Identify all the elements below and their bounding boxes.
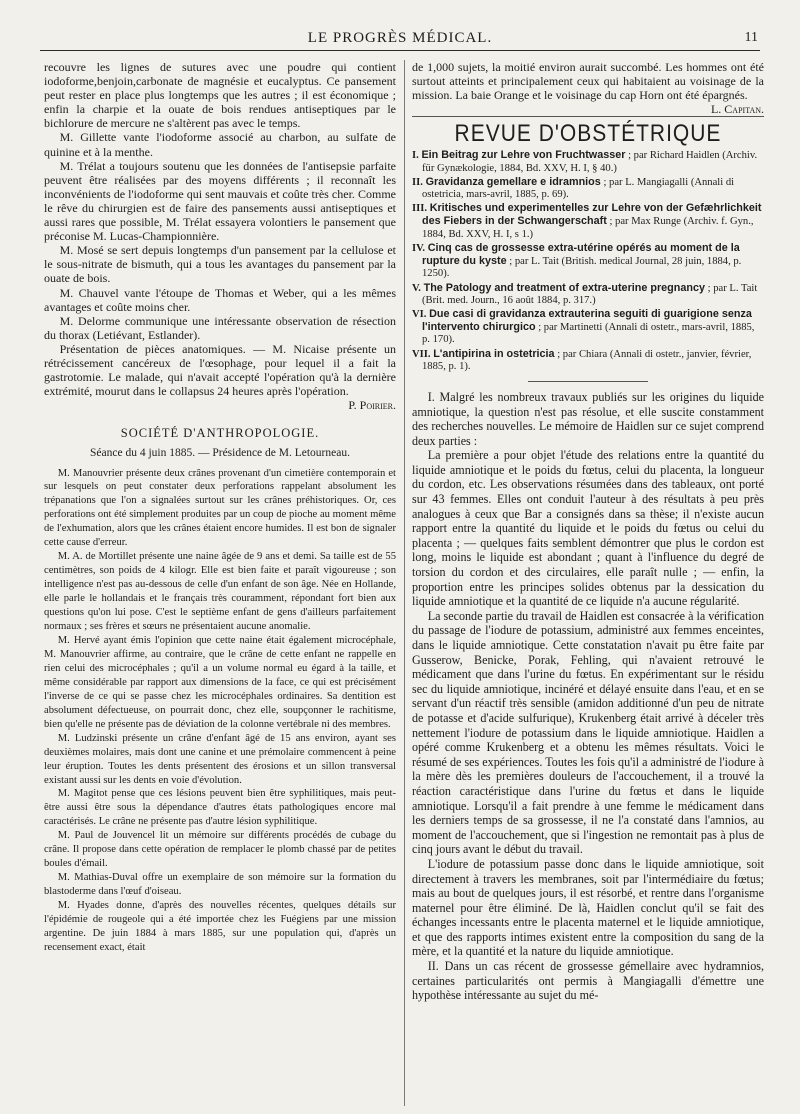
author-signature: L. Capitan. <box>710 102 764 117</box>
reference-item: V. The Patology and treatment of extra-uterine pregnancy ; par L. Tait (Brit. med. Journ., 16 août 1884, p. 317.) <box>412 281 758 306</box>
short-rule <box>528 381 648 382</box>
report-paragraph: M. Ludzinski présente un crâne d'enfant âgé de 15 ans environ, ayant ses deuxièmes molaires, mais dont une canine et une prémolaire commencent à peine leur éruption. Toutes les dents présentent des érosions et un sillon transversal existant aussi sur les dents en voie d'évolution. <box>44 732 396 786</box>
body-paragraph: La première a pour objet l'étude des relations entre la quantité du liquide amniotique et le poids du fœtus, celui du placenta, la longueur du cordon, etc. Les observations résumées dans des tableaux, ont porté sur 43 femmes. Elles ont conduit l'auteur à des résultats à peu près analogues à ceux que Bar a consignés dans sa thèse; il n'existe aucun rapport entre la quantité du liquide et le poids du fœtus ou celui du placenta ; — quelques faits semblent démontrer que plus le cordon est long, moins le liquide est abondant ; quant à l'influence du degré de torsion du cordon et des circulaires, elle paraît nulle ; — enfin, la proportion entre les principes solides obtenus par la dessication du liquide amniotique et la quantité de ce liquide n'a aucune régularité. <box>412 448 764 609</box>
session-line: Séance du 4 juin 1885. — Présidence de M. Letourneau. <box>90 447 350 460</box>
page-header <box>40 28 760 51</box>
report-paragraph: M. Magitot pense que ces lésions peuvent bien être syphilitiques, mais peut-être aussi être sous la dépendance d'autres états pathologiques encore mal caractérisés. Le crâne ne présente pas d'autre lésion syphilitique. <box>44 788 396 828</box>
body-paragraph: II. Dans un cas récent de grossesse gémellaire avec hydramnios, certaines particularités ont permis à Mangiagalli d'émettre une hypothèse intéressante au sujet du mé- <box>412 959 764 1003</box>
intro-paragraph: Présentation de pièces anatomiques. — M. Nicaise présente un rétrécissement cancéreux de l'œsophage, pour lequel il a fait la gastrotomie. Le malade, qui n'avait accepté l'opération qu'à la dernière extrémité, mourut dans le collapsus 24 heures après l'opération. <box>44 341 396 399</box>
intro-paragraph: M. Mosé se sert depuis longtemps d'un pansement par la cellulose et le sous-nitrate de bismuth, qui a tous les avantages du pansement par la ouate de bois. <box>44 243 396 286</box>
report-paragraph: M. Hyades donne, d'après des nouvelles récentes, quelques détails sur l'épidémie de rougeole qui a été importée chez les Fuégiens par une mission argentine. De juin 1884 à mars 1885, sur une population qui, d'après un recensement exact, était <box>44 900 396 953</box>
revue-title: REVUE D'OBSTÉTRIQUE <box>454 120 722 148</box>
left-column <box>44 60 396 955</box>
intro-paragraph: M. Delorme communique une intéressante observation de résection du thorax (Letiévant, Estlander). <box>44 313 396 342</box>
society-report <box>44 467 396 955</box>
intro-paragraph: M. Chauvel vante l'étoupe de Thomas et Weber, qui a les mêmes avantages et coûte moins cher. <box>44 285 396 314</box>
reference-item: VII. L'antipirina in ostetricia ; par Chiara (Annali di ostetr., janvier, février, 1885, p. 1). <box>412 347 752 372</box>
report-paragraph: M. A. de Mortillet présente une naine âgée de 9 ans et demi. Sa taille est de 55 centimètres, son poids de 4 kilogr. Elle est bien faite et paraît vigoureuse ; son intelligence n'est pas au-dessous de celle d'un enfant de son âge. Née en Hollande, elle parle le hollandais et le français très couramment, répondant fort bien aux questions qu'on lui pose. C'est le septième enfant de gens d'ailleurs parfaitement normaux ; ses frères et sœurs ne présentaient aucune anomalie. <box>44 551 396 633</box>
body-paragraph: L'iodure de potassium passe donc dans le liquide amniotique, soit directement à travers les membranes, soit par l'intermédiaire du fœtus; mais au bout de quelques jours, il est résorbé, et rentre dans l'organisme maternel pour être éliminé. De là, Haidlen conclut qu'il se fait des échanges incessants entre le placenta maternel et le liquide amniotique, et que des rapports intimes existent entre la composition du sang de la mère, et la quantité et la nature du liquide amniotique. <box>412 856 764 959</box>
right-column <box>412 60 764 1003</box>
column-divider <box>404 60 405 1106</box>
reference-item: I. Ein Beitrag zur Lehre von Fruchtwasser ; par Richard Haidlen (Archiv. für Gynækologie, 1884, Bd. XXV, H. I, § 40.) <box>412 149 758 174</box>
body-paragraph: I. Malgré les nombreux travaux publiés sur les origines du liquide amniotique, la question n'est pas résolue, et elle suscite constamment des recherches nouvelles. Le mémoire de Haidlen sur ce sujet comprend deux parties : <box>412 389 764 448</box>
report-paragraph: M. Hervé ayant émis l'opinion que cette naine était également microcéphale, M. Manouvrier affirme, au contraire, que le crâne de cette enfant ne rappelle en rien celui des microcéphales ; qu'il a un volume normal eu égard à la taille, et même considérable par rapport aux dimensions de la face, ce qui est précisément l'inverse de ce qui se passe chez les microcéphales ordinaires. Sa dentition est absolument défectueuse, on pourrait donc, chez elle, soupçonner le rachitisme, bien qu'elle ne présente pas de déviation de la colonne vertébrale ni des membres. <box>44 634 396 730</box>
report-paragraph: M. Manouvrier présente deux crânes provenant d'un cimetière contemporain et sur lesquels on peut constater deux perforations rappelant absolument les trépanations que l'on a signalées surtout sur les crânes préhistoriques. Or, ces perforations ont été simplement produites par un coup de pioche au moment même de l'exhumation, alors que les crânes étaient encore humides. Il est bon de signaler cette cause d'erreur. <box>44 467 396 549</box>
intro-paragraph: M. Gillette vante l'iodoforme associé au charbon, au sulfate de quinine et à la menthe. <box>44 130 396 159</box>
page-number: 11 <box>744 30 758 45</box>
reference-item: VI. Due casi di gravidanza extrauterina seguiti di guarigione senza l'intervento chirurgico ; par Martinetti (Annali di ostetr., mars-avril, 1885, p. 170). <box>412 307 755 346</box>
section-rule <box>412 116 764 117</box>
journal-title: LE PROGRÈS MÉDICAL. <box>307 30 493 46</box>
body-paragraph: La seconde partie du travail de Haidlen est consacrée à la vérification du passage de l'iodure de potassium, administré aux femmes enceintes, dans le liquide amniotique. Cette constatation n'avait pu être faite par Gusserow, Benicke, Porak, Fehling, qui n'avaient retrouvé le médicament que dans l'urine du fœtus. En expérimentant sur le résidu sec du liquide amniotique, incinéré et délayé ensuite dans l'eau, et en se servant d'un réactif très sensible (amidon additionné d'un peu de nitrate de potasse et d'acide sulfurique), Krukenberg était arrivé à déceler très nettement l'iodure de potassium dans le liquide amniotique. Haidlen a opéré comme Krukenberg et a obtenu les mêmes résultats. Voici le résumé de ses expériences. Toutes les fois qu'il a administré de l'iodure à la mère dès les premières douleurs de l'accouchement, il a trouvé la réaction caractéristique dans l'urine du fœtus et dans le liquide amniotique. Lorsqu'il a fait prendre à une femme le médicament dans les derniers temps de sa grossesse, il ne l'a constaté dans l'amnios, au moment de l'accouchement, que si l'ingestion ne remontait pas à plus de cinq jours avant le début du travail. <box>412 608 764 857</box>
report-paragraph: M. Paul de Jouvencel lit un mémoire sur différents procédés de cubage du crâne. Il propose dans cette opération de remplacer le plomb chassé par de petites boules d'émail. <box>44 830 396 870</box>
revue-body <box>412 390 764 1003</box>
continued-paragraph <box>412 60 764 117</box>
section-title: SOCIÉTÉ D'ANTHROPOLOGIE. <box>120 426 320 441</box>
reference-item: II. Gravidanza gemellare e idramnios ; par L. Mangiagalli (Annali di ostetricia, mars-avril, 1885, p. 69). <box>412 175 735 201</box>
author-signature: P. Poirier. <box>348 398 396 413</box>
report-paragraph: M. Mathias-Duval offre un exemplaire de son mémoire sur la formation du blastoderme dans l'œuf d'oiseau. <box>44 872 396 898</box>
intro-paragraph: M. Trélat a toujours soutenu que les données de l'antisepsie parfaite peuvent être réalisées par des moyens différents ; il reconnaît les inconvénients de l'iodoforme qui sent mauvais et coûte très cher. Comme le rêve du chirurgien est de faire des pansements aussi antiseptiques et aussi rares que possible, M. Trélat essayera volontiers le pansement que préconise M. Lucas-Championnière. <box>44 158 396 244</box>
reference-item: IV. Cinq cas de grossesse extra-utérine opérés au moment de la rupture du kyste ; par L. Tait (British. medical Journal, 28 juin, 1884, p. 1250). <box>412 241 742 280</box>
reference-item: III. Kritisches und experimentelles zur Lehre von der Gefæhrlichkeit des Fiebers in der Schwangerschaft ; par Max Runge (Archiv. f. Gyn., 1884, Bd. XXV, H. I, s 1.) <box>412 202 762 240</box>
intro-paragraph: recouvre les lignes de sutures avec une poudre qui contient iodoforme,benjoin,carbonate de magnésie et eucalyptus. Ce pansement peut rester en place plus longtemps que les autres ; il est économique ; enfin la charpie et la ouate de bois rendues antiseptiques par le bichlorure de mercure ne s'altèrent pas avec le temps. <box>44 60 396 131</box>
continued-text: de 1,000 sujets, la moitié environ aurait succombé. Les hommes ont été surtout atteints et principalement ceux qui habitaient au voisinage de la mission. La baie Orange et le voisinage du cap Horn ont été épargnés. <box>412 60 764 103</box>
reference-list <box>412 149 764 372</box>
